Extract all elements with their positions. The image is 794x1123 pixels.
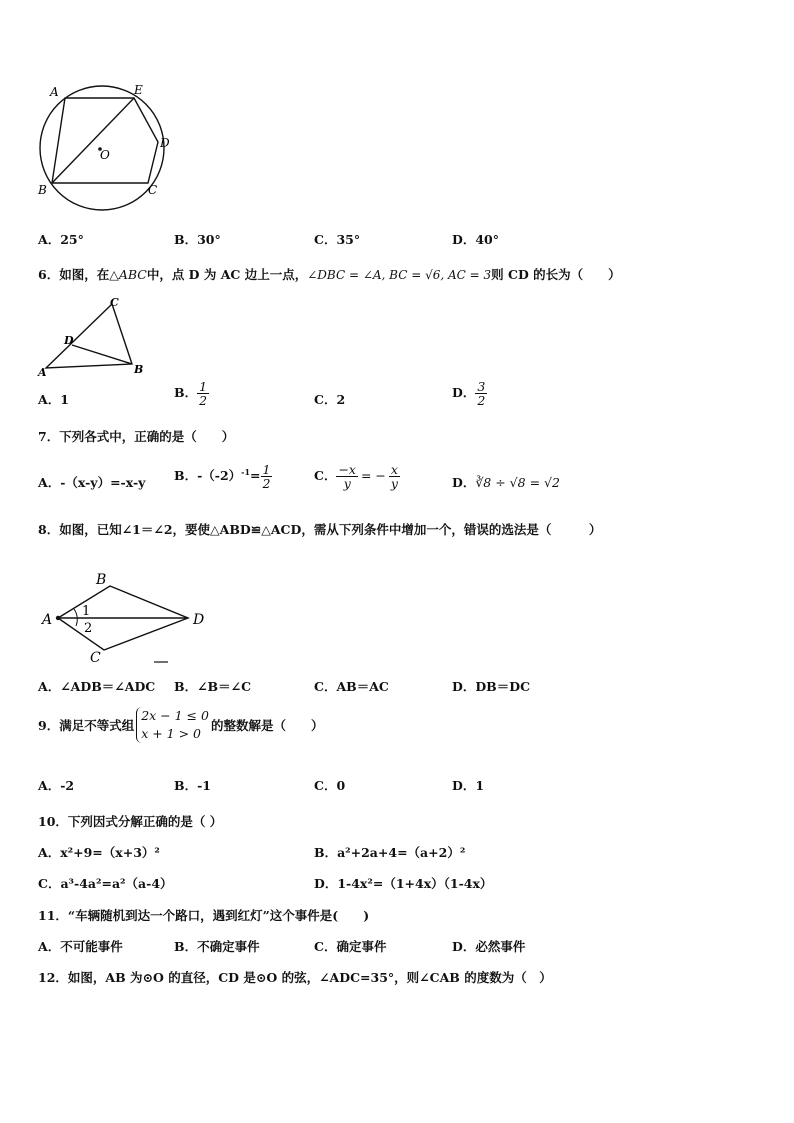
q5-option-b[interactable]: B．30°: [174, 232, 221, 247]
q8-stem: 8．如图，已知∠1＝∠2，要使△ABD≌△ACD，需从下列条件中增加一个，错误的选法是（ ）: [38, 522, 602, 537]
fraction: $\frac{-x}{y}$: [338, 462, 356, 492]
q8-kite-figure: [38, 568, 218, 666]
q5-option-c[interactable]: C．35°: [314, 232, 361, 247]
point-a: [56, 616, 60, 620]
label-c: C: [148, 183, 158, 197]
q12-stem: 12．如图，AB 为⊙O 的直径，CD 是⊙O 的弦，∠ADC=35°，则∠CAB 的度数为（ ）: [38, 970, 552, 985]
fraction: $\frac{1}{2}$: [262, 462, 271, 492]
q11-option-b[interactable]: B．不确定事件: [174, 939, 260, 954]
label-a: A: [42, 612, 53, 628]
triangle-abc: [46, 304, 132, 368]
q11-option-d[interactable]: D．必然事件: [452, 939, 526, 954]
label-b: B: [38, 183, 47, 197]
angle-2-label: 2: [84, 621, 93, 636]
label-c: C: [110, 296, 119, 309]
q6-option-d[interactable]: D． $\frac{3}{2}$: [452, 379, 486, 409]
inequality-system: 2x − 1 ≤ 0 x + 1 > 0: [136, 707, 209, 743]
q8-option-b[interactable]: B．∠B＝∠C: [174, 679, 252, 694]
q7-option-a[interactable]: A．-（x-y）=-x-y: [38, 475, 146, 490]
q10-option-d[interactable]: D．1-4x²=（1+4x）（1-4x）: [314, 876, 493, 891]
segment-be: [52, 98, 134, 183]
q6-triangle-figure: [34, 296, 154, 378]
label-e: E: [134, 83, 143, 97]
q9-option-a[interactable]: A．-2: [38, 778, 75, 793]
label-b: B: [134, 363, 144, 376]
q9-option-d[interactable]: D．1: [452, 778, 485, 793]
q6-option-a[interactable]: A．1: [38, 392, 69, 407]
fraction: $\frac{x}{y}$: [390, 462, 398, 492]
fraction: $\frac{1}{2}$: [199, 379, 208, 409]
q6-option-c[interactable]: C．2: [314, 392, 346, 407]
label-d: D: [160, 136, 170, 150]
angle-1-label: 1: [82, 604, 91, 619]
label-a: A: [38, 366, 47, 378]
q9-stem: 9．满足不等式组 2x − 1 ≤ 0 x + 1 > 0 的整数解是（ ）: [38, 707, 323, 743]
q9-option-b[interactable]: B．-1: [174, 778, 211, 793]
q9-option-c[interactable]: C．0: [314, 778, 346, 793]
q10-stem: 10．下列因式分解正确的是（ ）: [38, 814, 223, 829]
segment-db: [72, 345, 132, 364]
q10-option-b[interactable]: B．a²+2a+4=（a+2）²: [314, 845, 466, 860]
q10-option-c[interactable]: C．a³-4a²=a²（a-4）: [38, 876, 173, 891]
q11-option-c[interactable]: C．确定事件: [314, 939, 387, 954]
label-b: B: [96, 572, 107, 588]
q11-stem: 11．“车辆随机到达一个路口，遇到红灯”这个事件是( ): [38, 908, 370, 923]
q6-stem: 6．如图，在△ABC中，点 D 为 AC 边上一点，∠DBC = ∠A, BC = √6, AC = 3则 CD 的长为（ ）: [38, 267, 621, 282]
label-d: D: [64, 334, 74, 347]
q6-option-b[interactable]: B． $\frac{1}{2}$: [174, 379, 208, 409]
q5-option-a[interactable]: A．25°: [38, 232, 84, 247]
label-o: O: [100, 148, 110, 162]
q5-circle-figure: [30, 80, 180, 220]
q10-option-a[interactable]: A．x²+9=（x+3）²: [38, 845, 160, 860]
label-a: A: [50, 85, 59, 99]
pentagon-aebcd: [52, 98, 158, 183]
q7-option-c[interactable]: C． $\frac{-x}{y}$ = − $\frac{x}{y}$: [314, 462, 398, 492]
q7-stem: 7．下列各式中，正确的是（ ）: [38, 429, 235, 444]
fraction: $\frac{3}{2}$: [477, 379, 486, 409]
label-d: D: [193, 612, 205, 628]
label-c: C: [90, 650, 101, 666]
q8-option-c[interactable]: C．AB＝AC: [314, 679, 389, 694]
q11-option-a[interactable]: A．不可能事件: [38, 939, 123, 954]
q5-option-d[interactable]: D．40°: [452, 232, 499, 247]
q7-option-b[interactable]: B．$-(-2)^{-1}=$ $\frac{1}{2}$: [174, 462, 271, 492]
q8-option-d[interactable]: D．DB＝DC: [452, 679, 531, 694]
q7-option-d[interactable]: D．∛8 ÷ √8 = √2: [452, 475, 560, 490]
q8-option-a[interactable]: A．∠ADB＝∠ADC: [38, 679, 156, 694]
